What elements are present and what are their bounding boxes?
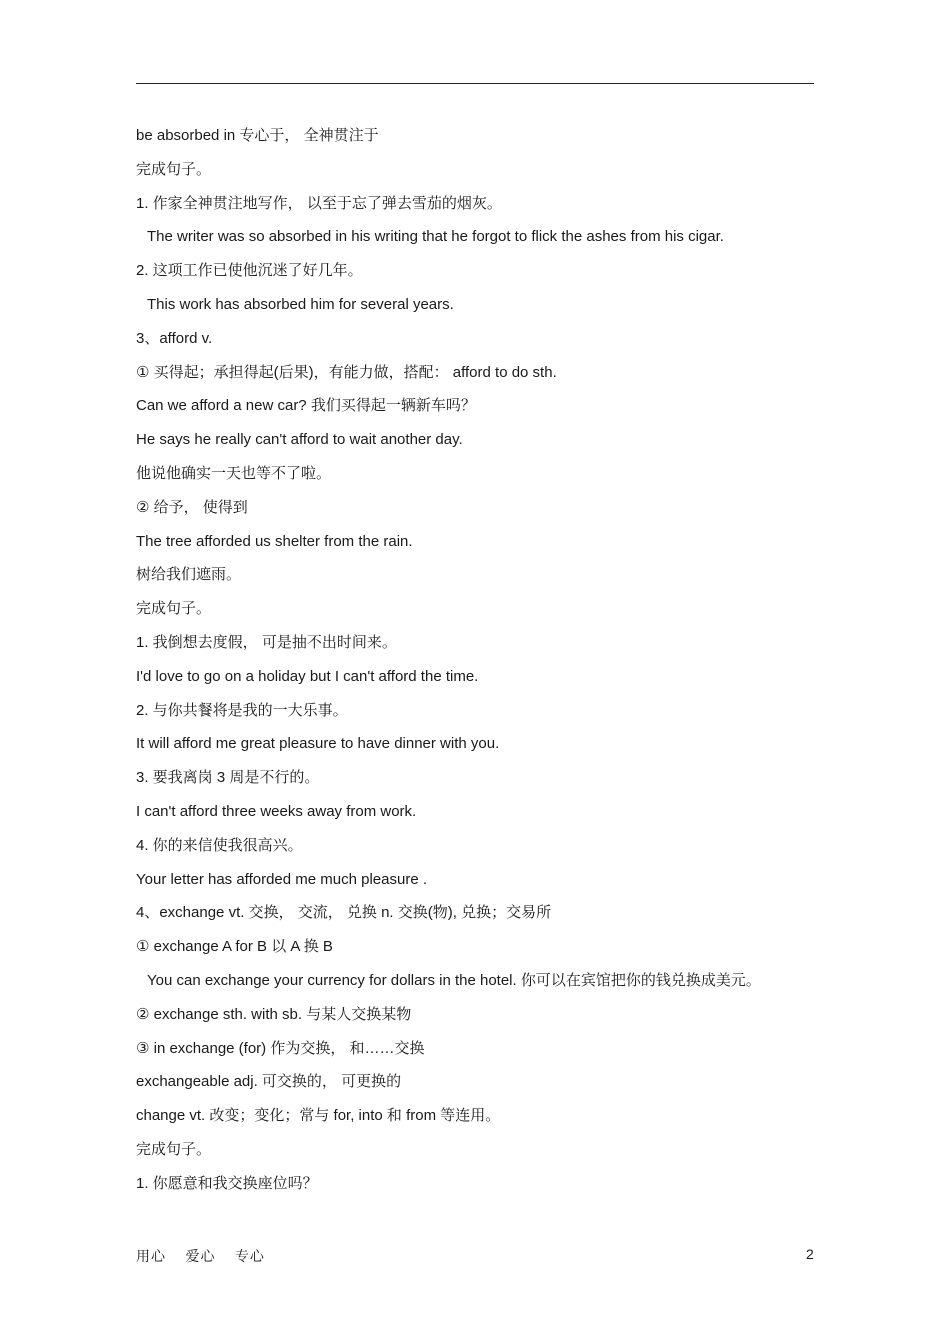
text-line: 1. 作家全神贯注地写作， 以至于忘了弹去雪茄的烟灰。 (136, 194, 502, 212)
text-line: 他说他确实一天也等不了啦。 (136, 464, 332, 482)
text-line: Your letter has afforded me much pleasure . (136, 870, 428, 888)
text-line: The tree afforded us shelter from the rain. (136, 532, 413, 550)
footer-motto: 用心 爱心 专心 (136, 1249, 265, 1265)
text-line: ① exchange A for B 以 A 换 B (136, 938, 333, 956)
text-line: 完成句子。 (136, 600, 212, 618)
text-line: This work has absorbed him for several years. (147, 295, 454, 313)
text-line: He says he really can't afford to wait another day. (136, 431, 463, 449)
header-rule (136, 83, 814, 84)
text-line: 3. 要我离岗 3 周是不行的。 (136, 769, 320, 787)
text-line: ③ in exchange (for) 作为交换， 和……交换 (136, 1039, 425, 1057)
text-line: 2. 与你共餐将是我的一大乐事。 (136, 701, 348, 719)
text-line: 1. 我倒想去度假， 可是抽不出时间来。 (136, 633, 397, 651)
text-line: 4. 你的来信使我很高兴。 (136, 836, 303, 854)
page-number: 2 (806, 1246, 814, 1262)
text-line: Can we afford a new car? 我们买得起一辆新车吗？ (136, 397, 476, 415)
text-line: 树给我们遮雨。 (136, 566, 242, 584)
text-line: It will afford me great pleasure to have dinner with you. (136, 735, 500, 753)
text-line: I can't afford three weeks away from work. (136, 802, 417, 820)
text-line: 完成句子。 (136, 160, 212, 178)
text-line: 3、afford v. (136, 329, 213, 347)
text-line: 2. 这项工作已使他沉迷了好几年。 (136, 262, 363, 280)
text-line: 完成句子。 (136, 1140, 212, 1158)
text-line: exchangeable adj. 可交换的， 可更换的 (136, 1073, 402, 1091)
text-line: change vt. 改变；变化；常与 for, into 和 from 等连用。 (136, 1107, 501, 1125)
text-line: The writer was so absorbed in his writing that he forgot to flick the ashes from his cigar. (147, 228, 724, 246)
text-line: 4、exchange vt. 交换， 交流， 兑换 n. 交换(物), 兑换；交易所 (136, 904, 552, 922)
text-line: ② exchange sth. with sb. 与某人交换某物 (136, 1005, 412, 1023)
text-line: I'd love to go on a holiday but I can't afford the time. (136, 667, 479, 685)
document-body (136, 122, 836, 1204)
text-line: ② 给予， 使得到 (136, 498, 248, 516)
text-line: You can exchange your currency for dollars in the hotel. 你可以在宾馆把你的钱兑换成美元。 (147, 971, 761, 989)
text-line: be absorbed in 专心于， 全神贯注于 (136, 127, 379, 144)
text-line: ① 买得起；承担得起(后果)，有能力做，搭配： afford to do sth. (136, 363, 557, 381)
text-line: 1. 你愿意和我交换座位吗？ (136, 1174, 318, 1192)
